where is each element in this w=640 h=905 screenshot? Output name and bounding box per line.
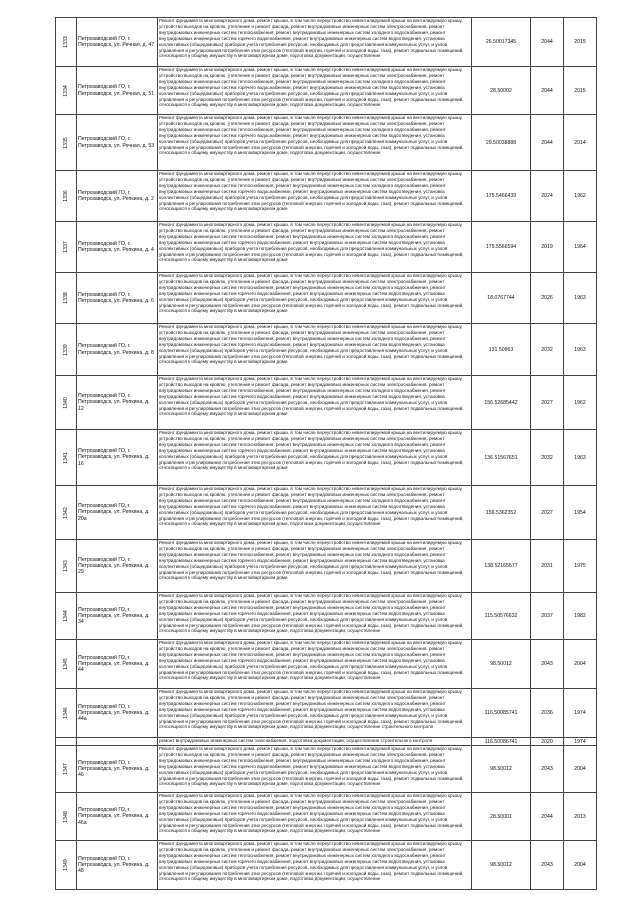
- last-repair-year-cell-text: 2004: [574, 766, 586, 772]
- last-repair-year-cell: [564, 115, 597, 171]
- work-types-cell-text: Ремонт фундамента многоквартирного дома, ремонт крыши, в том числе переустройство невентилируемой крыши на вентилируемую крышу, устройство выходов на кровлю, утепление и ремонт фасада, ремонт внутридомовых инженерных систем электроснабжения, ремонт внутридомовых инженерных систем теплоснабжения, ремонт внутридомовых инженерных систем холодного водоснабжения, ремонт внутридомовых инженерных систем горячего водоснабжения, ремонт внутридомовых инженерных систем водоотведения, установка коллективных (общедомовых) приборов учета потребления ресурсов, необходимых для предоставления коммунальных услуг, и узлов управления и регулирования потребления этих ресурсов (тепловой энергии, горячей и холодной воды, газа), ремонт подвальных помещений, относящихся к общему имуществу в многоквартирном доме: [159, 222, 464, 263]
- cost-cell-text: 175.5566594: [485, 244, 517, 250]
- table-row: [56, 793, 597, 841]
- last-repair-year-cell: [564, 67, 597, 115]
- work-types-cell: [158, 324, 472, 376]
- row-number: [56, 640, 77, 689]
- planned-year-cell: [531, 640, 564, 689]
- cost-cell-text: 98.50012: [490, 766, 512, 772]
- row-number: [56, 115, 77, 171]
- address-cell: [77, 430, 158, 486]
- last-repair-year-cell-text: 2004: [574, 862, 586, 868]
- planned-year-cell-text: 2032: [541, 346, 553, 353]
- address-cell-text: Петрозаводский ГО, г. Петрозаводск, ул. Речная, д. 53: [78, 136, 155, 149]
- planned-year-cell: [531, 273, 564, 324]
- address-cell: [77, 738, 158, 746]
- work-types-cell-text: Ремонт фундамента многоквартирного дома, ремонт крыши, в том числе переустройство невентилируемой крыши на вентилируемую крышу, устройство выходов на кровлю, утепление и ремонт фасада, ремонт внутридомовых инженерных систем электроснабжения, ремонт внутридомовых инженерных систем теплоснабжения, ремонт внутридомовых инженерных систем холодного водоснабжения, ремонт внутридомовых инженерных систем горячего водоснабжения, ремонт внутридомовых инженерных систем водоотведения, установка коллективных (общедомовых) приборов учета потребления ресурсов, необходимых для предоставления коммунальных услуг, и узлов управления и регулирования потребления этих ресурсов (тепловой энергии, горячей и холодной воды, газа), ремонт подвальных помещений, относящихся к общему имуществу в многоквартирном доме: [159, 376, 464, 417]
- last-repair-year-cell: [564, 430, 597, 486]
- work-types-cell-text: Ремонт фундамента многоквартирного дома, ремонт крыши, в том числе переустройство невентилируемой крыши на вентилируемую крышу, устройство выходов на кровлю, утепление и ремонт фасада, ремонт внутридомовых инженерных систем электроснабжения, ремонт внутридомовых инженерных систем теплоснабжения, ремонт внутридомовых инженерных систем холодного водоснабжения, ремонт внутридомовых инженерных систем горячего водоснабжения, ремонт внутридомовых инженерных систем водоотведения, установка коллективных (общедомовых) приборов учета потребления ресурсов, необходимых для предоставления коммунальных услуг, и узлов управления и регулирования потребления этих ресурсов (тепловой энергии, горячей и холодной воды, газа), ремонт подвальных помещений, относящихся к общему имуществу в многоквартирном доме: [159, 171, 464, 212]
- row-number: [56, 793, 77, 841]
- row-number-text: 1343: [62, 560, 69, 572]
- address-cell: [77, 324, 158, 376]
- row-number-text: 1339: [62, 343, 69, 356]
- last-repair-year-cell: [564, 18, 597, 67]
- work-types-cell: [158, 540, 472, 593]
- planned-year-cell: [531, 376, 564, 430]
- cost-cell: [472, 324, 531, 376]
- address-cell: [77, 18, 158, 67]
- address-cell-text: Петрозаводский ГО, г. Петрозаводск, ул. Речная, д. 47: [78, 35, 155, 48]
- row-number: [56, 273, 77, 324]
- planned-year-cell-text: 2044: [541, 39, 553, 45]
- cost-cell-text: 156.5362352: [485, 509, 517, 516]
- address-cell-text: Петрозаводский ГО, г. Петрозаводск, ул. Репкина, д. 20а: [78, 503, 150, 522]
- last-repair-year-cell: [564, 376, 597, 430]
- cost-cell: [472, 18, 531, 67]
- row-number: [56, 486, 77, 540]
- last-repair-year-cell-text: 1954: [574, 509, 586, 516]
- work-types-cell-text: Ремонт фундамента многоквартирного дома, ремонт крыши, в том числе переустройство невентилируемой крыши на вентилируемую крышу, устройство выходов на кровлю, утепление и ремонт фасада, ремонт внутридомовых инженерных систем электроснабжения, ремонт внутридомовых инженерных систем теплоснабжения, ремонт внутридомовых инженерных систем холодного водоснабжения, ремонт внутридомовых инженерных систем горячего водоснабжения, ремонт внутридомовых инженерных систем водоотведения, установка коллективных (общедомовых) приборов учета потребления ресурсов, необходимых для предоставления коммунальных услуг, и узлов управления и регулирования потребления этих ресурсов (тепловой энергии, горячей и холодной воды, газа), ремонт подвальных помещений, относящихся к общему имуществу в многоквартирном доме, подготовка документации, осуществление: [159, 593, 464, 634]
- planned-year-cell: [531, 115, 564, 171]
- last-repair-year-cell-text: 1975: [574, 563, 586, 569]
- work-types-cell-text: Ремонт фундамента многоквартирного дома, ремонт крыши, в том числе переустройство невентилируемой крыши на вентилируемую крышу, устройство выходов на кровлю, утепление и ремонт фасада, ремонт внутридомовых инженерных систем электроснабжения, ремонт внутридомовых инженерных систем теплоснабжения, ремонт внутридомовых инженерных систем холодного водоснабжения, ремонт внутридомовых инженерных систем горячего водоснабжения, ремонт внутридомовых инженерных систем водоотведения, установка коллективных (общедомовых) приборов учета потребления ресурсов, необходимых для предоставления коммунальных услуг, и узлов управления и регулирования потребления этих ресурсов (тепловой энергии, горячей и холодной воды, газа), ремонт подвальных помещений, относящихся к общему имуществу в многоквартирном доме, подготовка документации, осуществление строительного контроля: [159, 689, 464, 730]
- work-types-cell-text: Ремонт фундамента многоквартирного дома, ремонт крыши, в том числе переустройство невентилируемой крыши на вентилируемую крышу, устройство выходов на кровлю, утепление и ремонт фасада, ремонт внутридомовых инженерных систем электроснабжения, ремонт внутридомовых инженерных систем теплоснабжения, ремонт внутридомовых инженерных систем холодного водоснабжения, ремонт внутридомовых инженерных систем горячего водоснабжения, ремонт внутридомовых инженерных систем водоотведения, установка коллективных (общедомовых) приборов учета потребления ресурсов, необходимых для предоставления коммунальных услуг, и узлов управления и регулирования потребления этих ресурсов (тепловой энергии, горячей и холодной воды, газа), ремонт подвальных помещений, относящихся к общему имуществу в многоквартирном доме: [159, 324, 464, 365]
- address-cell: [77, 640, 158, 689]
- planned-year-cell: [531, 430, 564, 486]
- planned-year-cell-text: 2044: [541, 139, 553, 146]
- work-types-cell: [158, 689, 472, 738]
- last-repair-year-cell-text: 1962: [574, 193, 586, 199]
- row-number: [56, 171, 77, 222]
- cost-cell: [472, 486, 531, 540]
- work-types-cell: [158, 18, 472, 67]
- table-row: [56, 376, 597, 430]
- last-repair-year-cell: [564, 486, 597, 540]
- work-types-cell: [158, 222, 472, 273]
- address-cell-text: Петрозаводский ГО, г. Петрозаводск, ул. Репкина, д. 12: [78, 393, 150, 412]
- cost-cell: [472, 376, 531, 430]
- document-page: [55, 17, 588, 890]
- last-repair-year-cell-text: 1963: [574, 295, 586, 301]
- planned-year-cell: [531, 486, 564, 540]
- work-types-cell-text: ремонт внутридомовых инженерных систем газоснабжения, подготовка документации, осуществление строительного контроля: [159, 738, 433, 743]
- row-number-text: 1336: [62, 190, 69, 202]
- last-repair-year-cell-text: 2004: [574, 661, 586, 667]
- row-number-text: 1342: [62, 506, 69, 519]
- work-types-cell: [158, 593, 472, 640]
- cost-cell-text: 116.50086741: [484, 738, 518, 745]
- table-row: [56, 746, 597, 793]
- cost-cell-text: 116.50085741: [484, 710, 518, 716]
- work-types-cell-text: Ремонт фундамента многоквартирного дома, ремонт крыши, в том числе переустройство невентилируемой крыши на вентилируемую крышу, устройство выходов на кровлю, утепление и ремонт фасада, ремонт внутридомовых инженерных систем электроснабжения, ремонт внутридомовых инженерных систем теплоснабжения, ремонт внутридомовых инженерных систем холодного водоснабжения, ремонт внутридомовых инженерных систем горячего водоснабжения, ремонт внутридомовых инженерных систем водоотведения, установка коллективных (общедомовых) приборов учета потребления ресурсов, необходимых для предоставления коммунальных услуг, и узлов управления и регулирования потребления этих ресурсов (тепловой энергии, горячей и холодной воды, газа), ремонт подвальных помещений, относящихся к общему имуществу в многоквартирном доме, подготовка документации, осуществление: [159, 841, 464, 882]
- cost-cell-text: 175.5466439: [485, 193, 517, 199]
- planned-year-cell: [531, 738, 564, 746]
- row-number: [56, 222, 77, 273]
- work-types-cell-text: Ремонт фундамента многоквартирного дома, ремонт крыши, в том числе переустройство невентилируемой крыши на вентилируемую крышу, устройство выходов на кровлю, утепление и ремонт фасада, ремонт внутридомовых инженерных систем электроснабжения, ремонт внутридомовых инженерных систем теплоснабжения, ремонт внутридомовых инженерных систем холодного водоснабжения, ремонт внутридомовых инженерных систем горячего водоснабжения, ремонт внутридомовых инженерных систем водоотведения, установка коллективных (общедомовых) приборов учета потребления ресурсов, необходимых для предоставления коммунальных услуг, и узлов управления и регулирования потребления этих ресурсов (тепловой энергии, горячей и холодной воды, газа), ремонт подвальных помещений, относящихся к общему имуществу в многоквартирном доме, подготовка документации, осуществление: [159, 746, 464, 787]
- work-types-cell: [158, 376, 472, 430]
- table-row: [56, 67, 597, 115]
- last-repair-year-cell-text: 1963: [574, 346, 586, 353]
- last-repair-year-cell-text: 1963: [574, 454, 586, 461]
- table-row: [56, 273, 597, 324]
- row-number-text: 1337: [62, 241, 69, 253]
- work-types-cell: [158, 746, 472, 793]
- cost-cell: [472, 593, 531, 640]
- last-repair-year-cell: [564, 273, 597, 324]
- work-types-cell-text: Ремонт фундамента многоквартирного дома, ремонт крыши, в том числе переустройство невентилируемой крыши на вентилируемую крышу, устройство выходов на кровлю, утепление и ремонт фасада, ремонт внутридомовых инженерных систем электроснабжения, ремонт внутридомовых инженерных систем теплоснабжения, ремонт внутридомовых инженерных систем холодного водоснабжения, ремонт внутридомовых инженерных систем горячего водоснабжения, ремонт внутридомовых инженерных систем водоотведения, установка коллективных (общедомовых) приборов учета потребления ресурсов, необходимых для предоставления коммунальных услуг, и узлов управления и регулирования потребления этих ресурсов (тепловой энергии, горячей и холодной воды, газа), ремонт подвальных помещений, относящихся к общему имуществу в многоквартирном доме: [159, 273, 464, 314]
- work-types-cell-text: Ремонт фундамента многоквартирного дома, ремонт крыши, в том числе переустройство невентилируемой крыши на вентилируемую крышу, устройство выходов на кровлю, утепление и ремонт фасада, ремонт внутридомовых инженерных систем электроснабжения, ремонт внутридомовых инженерных систем теплоснабжения, ремонт внутридомовых инженерных систем холодного водоснабжения, ремонт внутридомовых инженерных систем горячего водоснабжения, ремонт внутридомовых инженерных систем водоотведения, установка коллективных (общедомовых) приборов учета потребления ресурсов, необходимых для предоставления коммунальных услуг, и узлов управления и регулирования потребления этих ресурсов (тепловой энергии, горячей и холодной воды, газа), ремонт подвальных помещений, относящихся к общему имуществу в многоквартирном доме, подготовка документации, осуществление: [159, 640, 464, 681]
- cost-cell-text: 136.51567651: [484, 454, 518, 461]
- address-cell: [77, 746, 158, 793]
- last-repair-year-cell: [564, 540, 597, 593]
- table-row: [56, 738, 597, 746]
- row-number: [56, 593, 77, 640]
- planned-year-cell-text: 2019: [541, 244, 553, 250]
- cost-cell: [472, 793, 531, 841]
- cost-cell-text: 115.50576632: [484, 613, 518, 619]
- planned-year-cell: [531, 746, 564, 793]
- table-row: [56, 430, 597, 486]
- last-repair-year-cell-text: 2014: [574, 139, 586, 146]
- address-cell-text: Петрозаводский ГО, г. Петрозаводск, ул. Репкина, д. 44: [78, 654, 150, 674]
- planned-year-cell-text: 2044: [541, 813, 553, 820]
- cost-cell: [472, 689, 531, 738]
- table-row: [56, 540, 597, 593]
- cost-cell: [472, 115, 531, 171]
- planned-year-cell: [531, 593, 564, 640]
- planned-year-cell: [531, 841, 564, 890]
- last-repair-year-cell-text: 2015: [574, 39, 586, 45]
- address-cell-text: Петрозаводский ГО, г. Петрозаводск, ул. Репкина, д. 4: [78, 240, 154, 253]
- work-types-cell-text: Ремонт фундамента многоквартирного дома, ремонт крыши, в том числе переустройство невентилируемой крыши на вентилируемую крышу, устройство выходов на кровлю, утепление и ремонт фасада, ремонт внутридомовых инженерных систем электроснабжения, ремонт внутридомовых инженерных систем теплоснабжения, ремонт внутридомовых инженерных систем холодного водоснабжения, ремонт внутридомовых инженерных систем горячего водоснабжения, ремонт внутридомовых инженерных систем водоотведения, установка коллективных (общедомовых) приборов учета потребления ресурсов, необходимых для предоставления коммунальных услуг, и узлов управления и регулирования потребления этих ресурсов (тепловой энергии, горячей и холодной воды, газа), ремонт подвальных помещений, относящихся к общему имуществу в многоквартирном доме, подготовка документации, осуществление: [159, 486, 464, 527]
- row-number: [56, 841, 77, 890]
- planned-year-cell-text: 2032: [541, 454, 553, 461]
- last-repair-year-cell-text: 1974: [574, 710, 586, 716]
- cost-cell: [472, 273, 531, 324]
- work-types-cell: [158, 171, 472, 222]
- work-types-cell: [158, 430, 472, 486]
- row-number-text: 1347: [62, 763, 69, 775]
- cost-cell: [472, 430, 531, 486]
- table-row: [56, 115, 597, 171]
- cost-cell: [472, 746, 531, 793]
- row-number-text: 1334: [62, 84, 69, 97]
- address-cell: [77, 593, 158, 640]
- planned-year-cell: [531, 540, 564, 593]
- planned-year-cell: [531, 793, 564, 841]
- cost-cell-text: 131.50963: [488, 346, 514, 353]
- row-number-text: 1333: [62, 36, 69, 48]
- work-types-cell-text: Ремонт фундамента многоквартирного дома, ремонт крыши, в том числе переустройство невентилируемой крыши на вентилируемую крышу, устройство выходов на кровлю, утепление и ремонт фасада, ремонт внутридомовых инженерных систем электроснабжения, ремонт внутридомовых инженерных систем теплоснабжения, ремонт внутридомовых инженерных систем холодного водоснабжения, ремонт внутридомовых инженерных систем горячего водоснабжения, ремонт внутридомовых инженерных систем водоотведения, установка коллективных (общедомовых) приборов учета потребления ресурсов, необходимых для предоставления коммунальных услуг, и узлов управления и регулирования потребления этих ресурсов (тепловой энергии, горячей и холодной воды, газа), ремонт подвальных помещений, относящихся к общему имуществу в многоквартирном доме: [159, 430, 464, 471]
- last-repair-year-cell: [564, 793, 597, 841]
- last-repair-year-cell-text: 1962: [574, 399, 586, 406]
- address-cell-text: Петрозаводский ГО, г. Петрозаводск, ул. Репкина, д. 44а: [78, 703, 150, 723]
- work-types-cell-text: Ремонт фундамента многоквартирного дома, ремонт крыши, в том числе переустройство невентилируемой крыши на вентилируемую крышу, устройство выходов на кровлю, утепление и ремонт фасада, ремонт внутридомовых инженерных систем электроснабжения, ремонт внутридомовых инженерных систем теплоснабжения, ремонт внутридомовых инженерных систем холодного водоснабжения, ремонт внутридомовых инженерных систем горячего водоснабжения, ремонт внутридомовых инженерных систем водоотведения, установка коллективных (общедомовых) приборов учета потребления ресурсов, необходимых для предоставления коммунальных услуг, и узлов управления и регулирования потребления этих ресурсов (тепловой энергии, горячей и холодной воды, газа), ремонт подвальных помещений, относящихся к общему имуществу в многоквартирном доме, подготовка документации, осуществление: [159, 115, 464, 156]
- row-number-text: 1349: [62, 859, 69, 871]
- row-number-text: 1340: [62, 396, 69, 409]
- planned-year-cell-text: 2026: [541, 295, 553, 301]
- work-types-cell-text: Ремонт фундамента многоквартирного дома, ремонт крыши, в том числе переустройство невентилируемой крыши на вентилируемую крышу, устройство выходов на кровлю, утепление и ремонт фасада, ремонт внутридомовых инженерных систем электроснабжения, ремонт внутридомовых инженерных систем теплоснабжения, ремонт внутридомовых инженерных систем холодного водоснабжения, ремонт внутридомовых инженерных систем горячего водоснабжения, ремонт внутридомовых инженерных систем водоотведения, установка коллективных (общедомовых) приборов учета потребления ресурсов, необходимых для предоставления коммунальных услуг, и узлов управления и регулирования потребления этих ресурсов (тепловой энергии, горячей и холодной воды, газа), ремонт подвальных помещений, относящихся к общему имуществу в многоквартирном доме, подготовка документации, осуществление: [159, 18, 464, 59]
- last-repair-year-cell-text: 1974: [574, 738, 586, 745]
- address-cell-text: Петрозаводский ГО, г. Петрозаводск, ул. Репкина, д. 48: [78, 855, 150, 875]
- cost-cell: [472, 841, 531, 890]
- last-repair-year-cell: [564, 593, 597, 640]
- table-row: [56, 171, 597, 222]
- address-cell: [77, 222, 158, 273]
- row-number-text: 1344: [62, 610, 69, 622]
- row-number: [56, 324, 77, 376]
- planned-year-cell-text: 2020: [541, 738, 553, 745]
- last-repair-year-cell: [564, 171, 597, 222]
- planned-year-cell: [531, 18, 564, 67]
- cost-cell: [472, 738, 531, 746]
- row-number: [56, 689, 77, 738]
- address-cell-text: Петрозаводский ГО, г. Петрозаводск, ул. Репкина, д. 46а: [78, 807, 150, 826]
- table-row: [56, 640, 597, 689]
- cost-cell-text: 98.50012: [490, 862, 512, 868]
- work-types-cell-text: Ремонт фундамента многоквартирного дома, ремонт крыши, в том числе переустройство невентилируемой крыши на вентилируемую крышу, устройство выходов на кровлю, утепление и ремонт фасада, ремонт внутридомовых инженерных систем электроснабжения, ремонт внутридомовых инженерных систем теплоснабжения, ремонт внутридомовых инженерных систем холодного водоснабжения, ремонт внутридомовых инженерных систем горячего водоснабжения, ремонт внутридомовых инженерных систем водоотведения, установка коллективных (общедомовых) приборов учета потребления ресурсов, необходимых для предоставления коммунальных услуг, и узлов управления и регулирования потребления этих ресурсов (тепловой энергии, горячей и холодной воды, газа), ремонт подвальных помещений, относящихся к общему имуществу в многоквартирном доме, подготовка документации, осуществление: [159, 793, 464, 834]
- planned-year-cell-text: 2027: [541, 399, 553, 406]
- last-repair-year-cell: [564, 746, 597, 793]
- address-cell-text: Петрозаводский ГО, г. Петрозаводск, ул. Репкина, д. 29: [78, 556, 150, 576]
- cost-cell-text: 26.50017345: [485, 39, 517, 45]
- work-types-cell: [158, 640, 472, 689]
- address-cell: [77, 841, 158, 890]
- last-repair-year-cell-text: 1964: [574, 244, 586, 250]
- table-row: [56, 593, 597, 640]
- address-cell-text: Петрозаводский ГО, г. Петрозаводск, ул. Репкина, д. 46: [78, 759, 150, 779]
- table-row: [56, 222, 597, 273]
- cost-cell-text: 98.50012: [490, 661, 512, 667]
- work-types-cell-text: Ремонт фундамента многоквартирного дома, ремонт крыши, в том числе переустройство невентилируемой крыши на вентилируемую крышу, устройство выходов на кровлю, утепление и ремонт фасада, ремонт внутридомовых инженерных систем электроснабжения, ремонт внутридомовых инженерных систем теплоснабжения, ремонт внутридомовых инженерных систем холодного водоснабжения, ремонт внутридомовых инженерных систем горячего водоснабжения, ремонт внутридомовых инженерных систем водоотведения, установка коллективных (общедомовых) приборов учета потребления ресурсов, необходимых для предоставления коммунальных услуг, и узлов управления и регулирования потребления этих ресурсов (тепловой энергии, горячей и холодной воды, газа), ремонт подвальных помещений, относящихся к общему имуществу в многоквартирном доме: [159, 540, 464, 581]
- row-number-text: 1345: [62, 658, 69, 670]
- work-types-cell: [158, 841, 472, 890]
- cost-cell: [472, 171, 531, 222]
- planned-year-cell-text: 2044: [541, 87, 553, 94]
- planned-year-cell: [531, 171, 564, 222]
- address-cell-text: Петрозаводский ГО, г. Петрозаводск, ул. Репкина, д. 2: [78, 189, 154, 202]
- table-row: [56, 18, 597, 67]
- row-number-text: 1341: [62, 451, 69, 464]
- cost-cell: [472, 67, 531, 115]
- planned-year-cell: [531, 689, 564, 738]
- table-row: [56, 689, 597, 738]
- table-row: [56, 324, 597, 376]
- planned-year-cell-text: 2031: [541, 563, 553, 569]
- cost-cell-text: 29.50038888: [485, 139, 517, 146]
- row-number: [56, 376, 77, 430]
- address-cell-text: Петрозаводский ГО, г. Петрозаводск, ул. Репкина, д. 6: [78, 291, 154, 304]
- row-number: [56, 746, 77, 793]
- last-repair-year-cell: [564, 222, 597, 273]
- last-repair-year-cell: [564, 324, 597, 376]
- row-number: [56, 738, 77, 746]
- last-repair-year-cell-text: 2015: [574, 87, 586, 94]
- last-repair-year-cell: [564, 738, 597, 746]
- planned-year-cell-text: 2043: [541, 862, 553, 868]
- cost-cell: [472, 222, 531, 273]
- last-repair-year-cell-text: 1982: [574, 613, 586, 619]
- work-types-cell: [158, 486, 472, 540]
- cost-cell-text: 138.52165577: [484, 563, 518, 569]
- last-repair-year-cell: [564, 640, 597, 689]
- address-cell: [77, 486, 158, 540]
- cost-cell-text: 18.0767744: [487, 295, 515, 301]
- work-types-cell: [158, 738, 472, 746]
- planned-year-cell-text: 2024: [541, 193, 553, 199]
- row-number-text: 1335: [62, 136, 69, 149]
- last-repair-year-cell: [564, 689, 597, 738]
- last-repair-year-cell-text: 2013: [574, 813, 586, 820]
- address-cell: [77, 540, 158, 593]
- address-cell-text: Петрозаводский ГО, г. Петрозаводск, ул. Речная, д. 51: [78, 84, 155, 97]
- planned-year-cell-text: 2036: [541, 710, 553, 716]
- address-cell: [77, 689, 158, 738]
- planned-year-cell: [531, 67, 564, 115]
- cost-cell: [472, 540, 531, 593]
- row-number: [56, 540, 77, 593]
- planned-year-cell: [531, 324, 564, 376]
- address-cell-text: Петрозаводский ГО, г. Петрозаводск, ул. Репкина, д. 34: [78, 606, 150, 626]
- row-number-text: 1348: [62, 810, 69, 823]
- work-types-cell: [158, 793, 472, 841]
- planned-year-cell: [531, 222, 564, 273]
- address-cell: [77, 171, 158, 222]
- row-number: [56, 18, 77, 67]
- address-cell: [77, 376, 158, 430]
- planned-year-cell-text: 2043: [541, 766, 553, 772]
- table-row: [56, 486, 597, 540]
- row-number: [56, 430, 77, 486]
- work-types-cell: [158, 115, 472, 171]
- cost-cell-text: 156.52685442: [484, 399, 518, 406]
- row-number-text: 1346: [62, 707, 69, 719]
- address-cell-text: Петрозаводский ГО, г. Петрозаводск, ул. Репкина, д. 8: [78, 343, 154, 356]
- planned-year-cell-text: 2043: [541, 661, 553, 667]
- last-repair-year-cell: [564, 841, 597, 890]
- address-cell: [77, 67, 158, 115]
- work-types-cell-text: Ремонт фундамента многоквартирного дома, ремонт крыши, в том числе переустройство невентилируемой крыши на вентилируемую крышу, устройство выходов на кровлю, утепление и ремонт фасада, ремонт внутридомовых инженерных систем электроснабжения, ремонт внутридомовых инженерных систем теплоснабжения, ремонт внутридомовых инженерных систем холодного водоснабжения, ремонт внутридомовых инженерных систем горячего водоснабжения, ремонт внутридомовых инженерных систем водоотведения, установка коллективных (общедомовых) приборов учета потребления ресурсов, необходимых для предоставления коммунальных услуг, и узлов управления и регулирования потребления этих ресурсов (тепловой энергии, горячей и холодной воды, газа), ремонт подвальных помещений, относящихся к общему имуществу в многоквартирном доме, подготовка документации, осуществление: [159, 67, 464, 108]
- table-body: [56, 18, 597, 890]
- address-cell: [77, 793, 158, 841]
- cost-cell-text: 28.50002: [490, 87, 512, 94]
- address-cell: [77, 273, 158, 324]
- address-cell-text: Петрозаводский ГО, г. Петрозаводск, ул. Репкина, д. 16: [78, 448, 150, 467]
- cost-cell-text: 28.50001: [490, 813, 512, 820]
- work-types-cell: [158, 67, 472, 115]
- work-types-cell: [158, 273, 472, 324]
- address-cell: [77, 115, 158, 171]
- planned-year-cell-text: 2027: [541, 509, 553, 516]
- capital-repair-table: [55, 17, 597, 890]
- row-number: [56, 67, 77, 115]
- planned-year-cell-text: 2037: [541, 613, 553, 619]
- table-row: [56, 841, 597, 890]
- cost-cell: [472, 640, 531, 689]
- row-number-text: 1338: [62, 292, 69, 304]
